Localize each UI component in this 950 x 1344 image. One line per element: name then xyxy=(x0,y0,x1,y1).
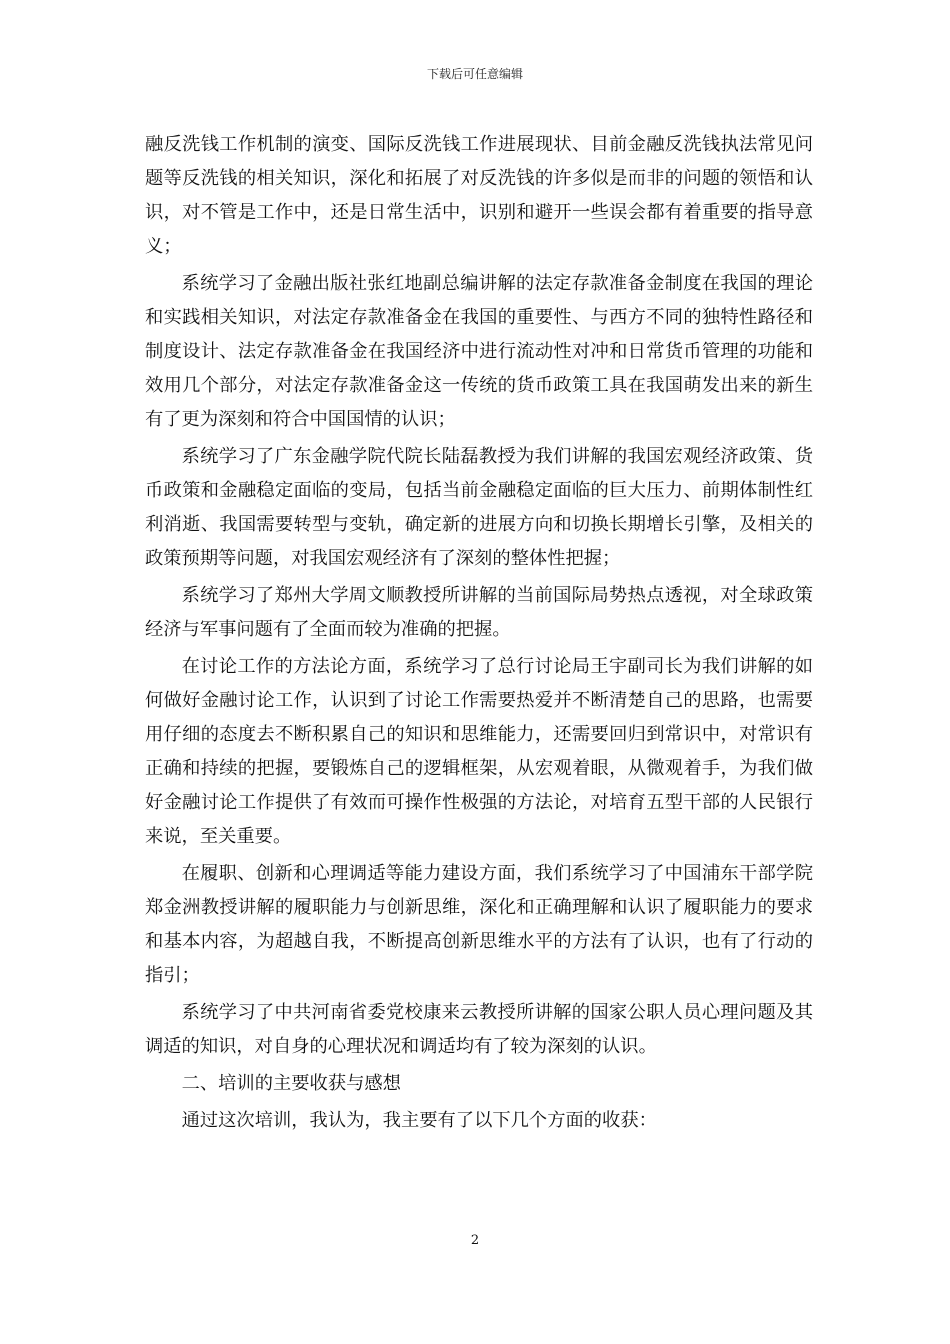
paragraph: 通过这次培训，我认为，我主要有了以下几个方面的收获： xyxy=(181,1110,657,1131)
page-header: 下载后可任意编辑 xyxy=(426,67,523,81)
paragraph: 融反洗钱工作机制的演变、国际反洗钱工作进展现状、目前金融反洗钱执法常见问题等反洗钱的相关知识，深化和拓展了对反洗钱的许多似是而非的问题的领悟和认识，对不管是工作中，还是日常生活中，识别和避开一些误会都有着重要的指导意义； xyxy=(145,134,813,257)
paragraph: 系统学习了广东金融学院代院长陆磊教授为我们讲解的我国宏观经济政策、货币政策和金融稳定面临的变局，包括当前金融稳定面临的巨大压力、前期体制性红利消逝、我国需要转型与变轨，确定新的进展方向和切换长期增长引擎，及相关的政策预期等问题，对我国宏观经济有了深刻的整体性把握； xyxy=(145,446,813,569)
document-body xyxy=(145,128,813,1141)
section-heading: 二、培训的主要收获与感想 xyxy=(181,1073,401,1094)
paragraph: 在履职、创新和心理调适等能力建设方面，我们系统学习了中国浦东干部学院郑金洲教授讲解的履职能力与创新思维，深化和正确理解和认识了履职能力的要求和基本内容，为超越自我，不断提高创新思维水平的方法有了认识，也有了行动的指引； xyxy=(145,863,813,986)
page-number: 2 xyxy=(470,1233,480,1248)
paragraph: 在讨论工作的方法论方面，系统学习了总行讨论局王宇副司长为我们讲解的如何做好金融讨论工作，认识到了讨论工作需要热爱并不断清楚自己的思路，也需要用仔细的态度去不断积累自己的知识和思维能力，还需要回归到常识中，对常识有正确和持续的把握，要锻炼自己的逻辑框架，从宏观着眼，从微观着手，为我们做好金融讨论工作提供了有效而可操作性极强的方法论，对培育五型干部的人民银行来说，至关重要。 xyxy=(145,656,813,847)
paragraph: 系统学习了中共河南省委党校康来云教授所讲解的国家公职人员心理问题及其调适的知识，对自身的心理状况和调适均有了较为深刻的认识。 xyxy=(145,1002,813,1057)
paragraph: 系统学习了金融出版社张红地副总编讲解的法定存款准备金制度在我国的理论和实践相关知识，对法定存款准备金在我国的重要性、与西方不同的独特性路径和制度设计、法定存款准备金在我国经济中进行流动性对冲和日常货币管理的功能和效用几个部分，对法定存款准备金这一传统的货币政策工具在我国萌发出来的新生有了更为深刻和符合中国国情的认识； xyxy=(145,273,813,430)
paragraph: 系统学习了郑州大学周文顺教授所讲解的当前国际局势热点透视，对全球政策经济与军事问题有了全面而较为准确的把握。 xyxy=(145,585,813,640)
